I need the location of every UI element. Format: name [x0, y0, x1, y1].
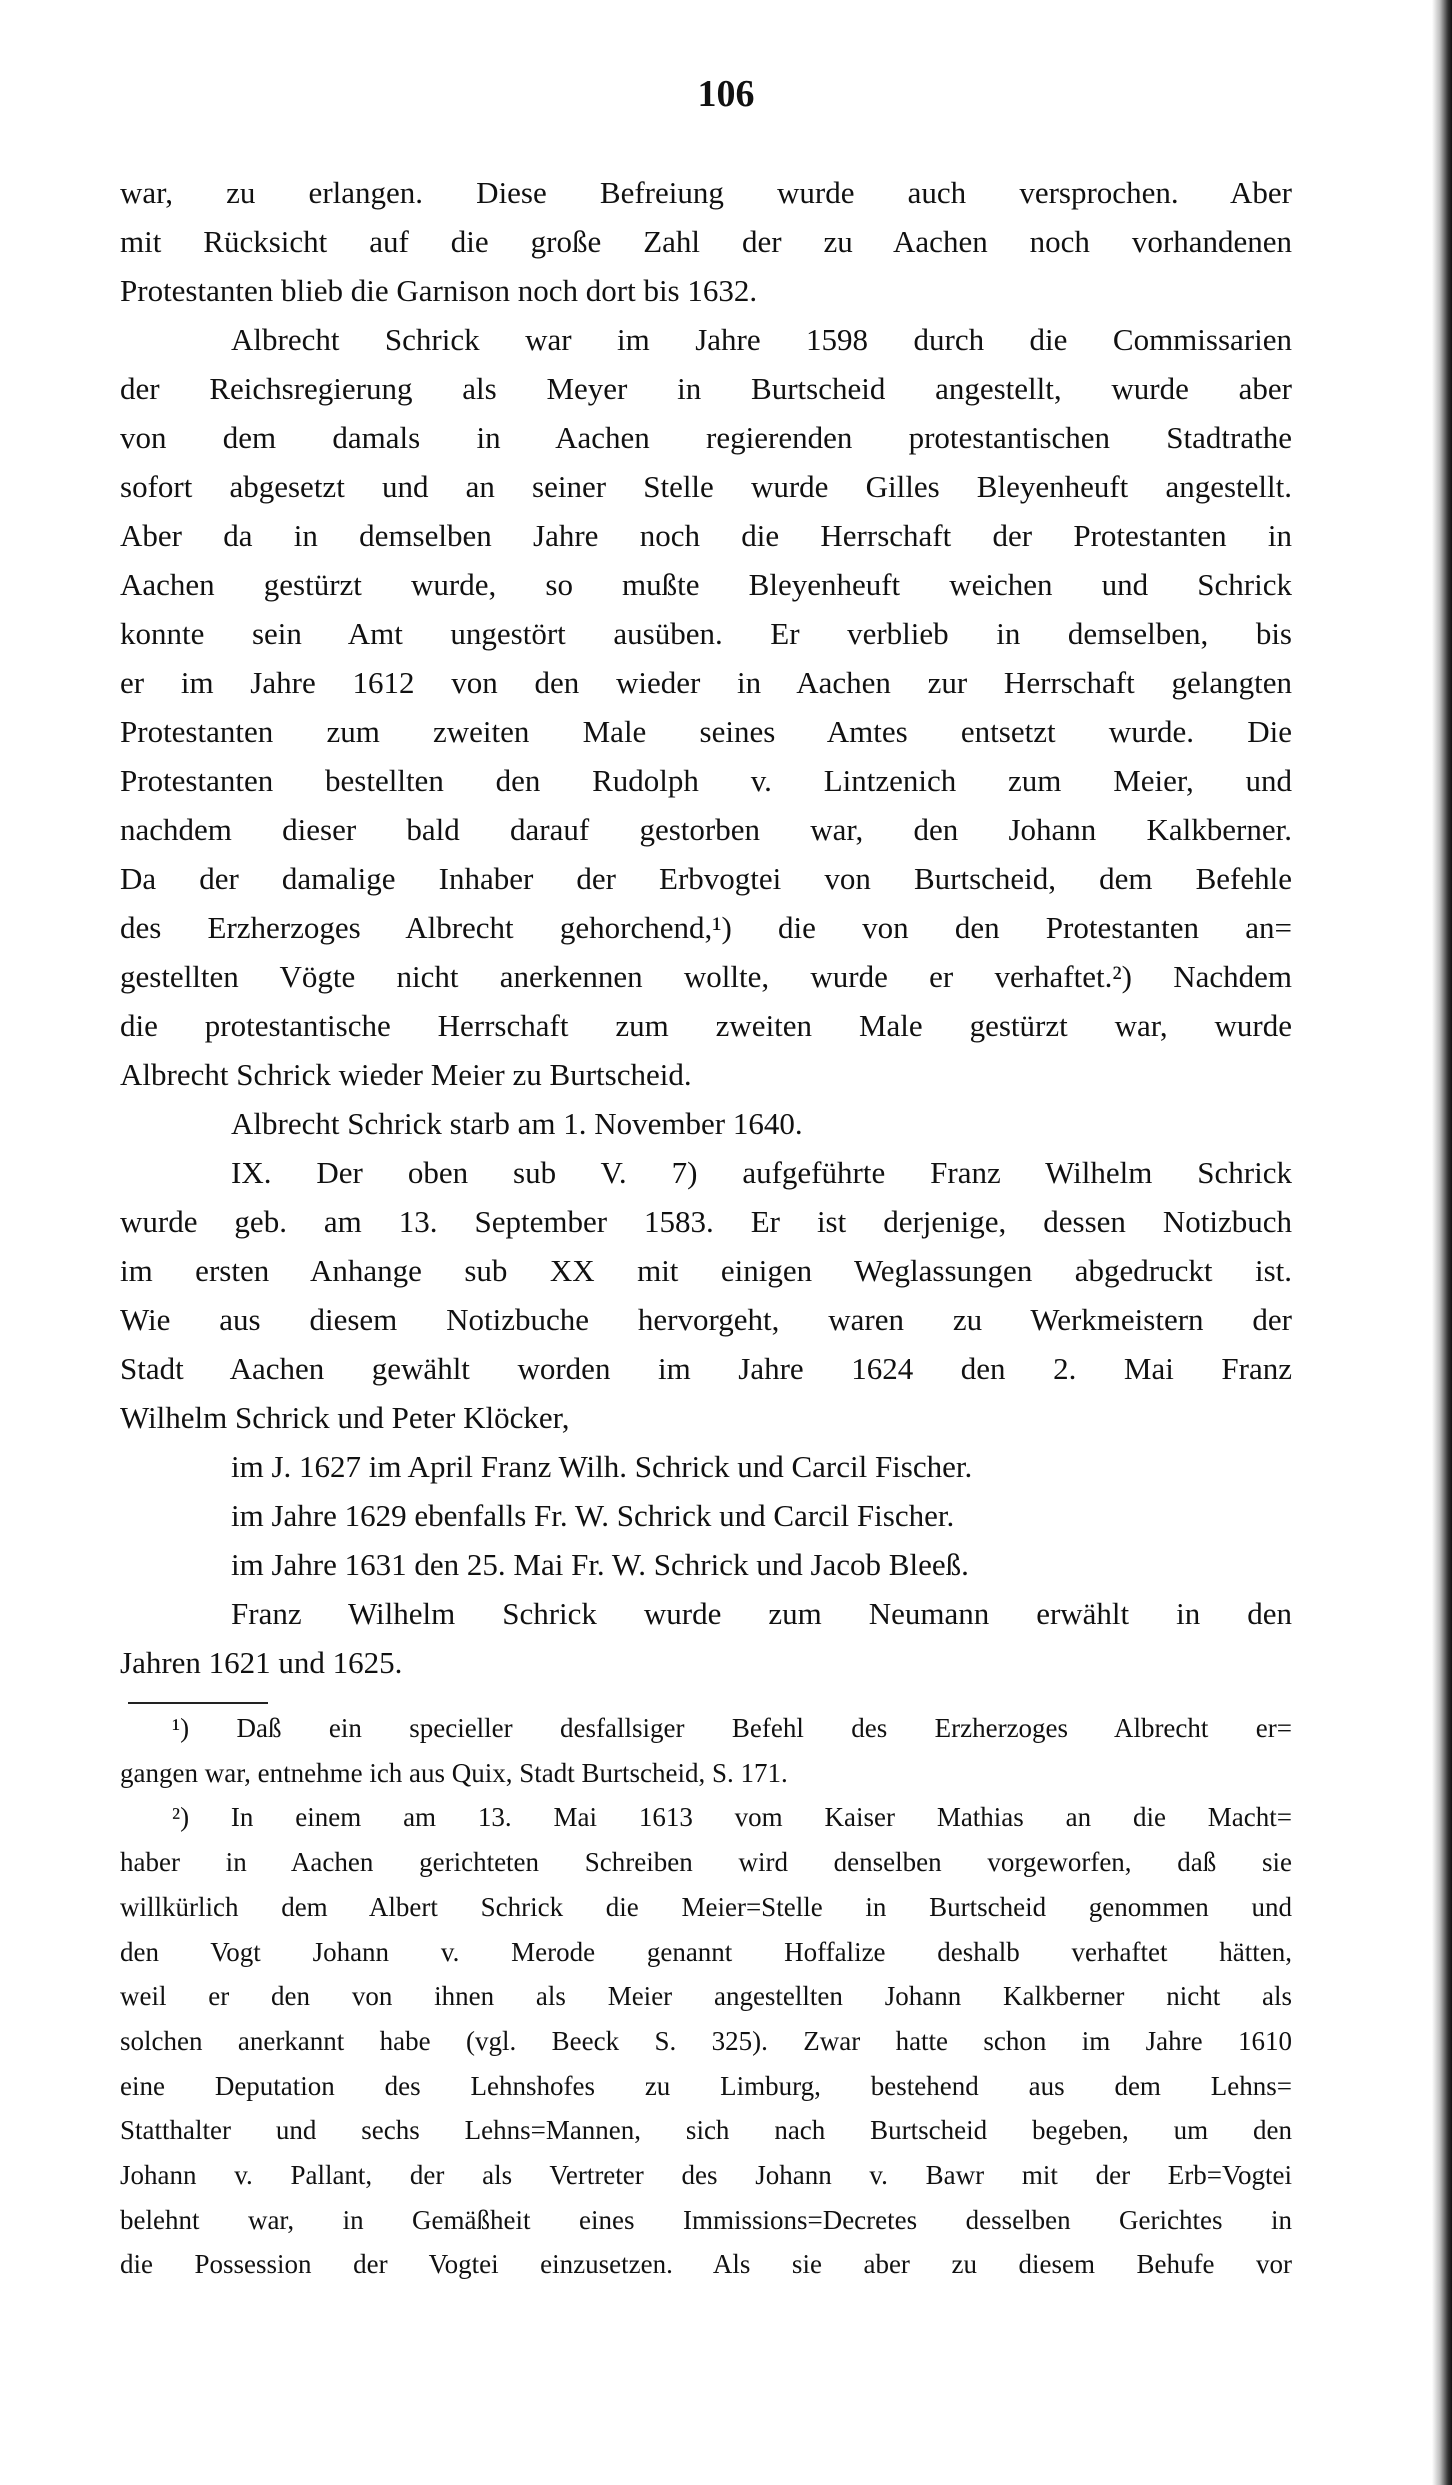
text-line: Wie aus diesem Notizbuche hervorgeht, waren zu Werkmeistern der [120, 1302, 1292, 1337]
text-line: der Reichsregierung als Meyer in Burtscheid angestellt, wurde aber [120, 371, 1292, 406]
paragraph [120, 315, 1292, 1099]
text-line: haber in Aachen gerichteten Schreiben wird denselben vorgeworfen, daß sie [120, 1847, 1292, 1878]
text-line: Aber da in demselben Jahre noch die Herrschaft der Protestanten in [120, 518, 1292, 553]
text-line: die protestantische Herrschaft zum zweiten Male gestürzt war, wurde [120, 1008, 1292, 1043]
scan-page-edge [1432, 0, 1452, 2485]
text-line: von dem damals in Aachen regierenden protestantischen Stadtrathe [120, 420, 1292, 455]
text-line: Stadt Aachen gewählt worden im Jahre 1624 den 2. Mai Franz [120, 1351, 1292, 1386]
text-line: im Jahre 1629 ebenfalls Fr. W. Schrick und Carcil Fischer. [231, 1498, 955, 1533]
text-line: nachdem dieser bald darauf gestorben war, den Johann Kalkberner. [120, 812, 1292, 847]
text-line: er im Jahre 1612 von den wieder in Aachen zur Herrschaft gelangten [120, 665, 1292, 700]
text-line: Protestanten zum zweiten Male seines Amtes entsetzt wurde. Die [120, 714, 1292, 749]
text-line: die Possession der Vogtei einzusetzen. Als sie aber zu diesem Behufe vor [120, 2249, 1292, 2280]
text-line: Da der damalige Inhaber der Erbvogtei von Burtscheid, dem Befehle [120, 861, 1292, 896]
text-line: gangen war, entnehme ich aus Quix, Stadt Burtscheid, S. 171. [120, 1757, 788, 1788]
text-line: gestellten Vögte nicht anerkennen wollte, wurde er verhaftet.²) Nachdem [120, 959, 1292, 994]
text-line: Franz Wilhelm Schrick wurde zum Neumann erwählt in den [231, 1596, 1292, 1631]
text-line: eine Deputation des Lehnshofes zu Limburg, bestehend aus dem Lehns= [120, 2070, 1292, 2101]
text-line: Statthalter und sechs Lehns=Mannen, sich nach Burtscheid begeben, um den [120, 2115, 1292, 2146]
footnotes [120, 1706, 1292, 2287]
text-line: war, zu erlangen. Diese Befreiung wurde auch versprochen. Aber [120, 175, 1292, 210]
paragraph [120, 1540, 1292, 1589]
text-line: Albrecht Schrick war im Jahre 1598 durch die Commissarien [231, 322, 1292, 357]
text-line: belehnt war, in Gemäßheit eines Immissions=Decretes desselben Gerichtes in [120, 2204, 1292, 2235]
text-line: Protestanten blieb die Garnison noch dort bis 1632. [120, 273, 758, 308]
text-line: Aachen gestürzt wurde, so mußte Bleyenheuft weichen und Schrick [120, 567, 1292, 602]
footnote [120, 1795, 1292, 2287]
text-line: im Jahre 1631 den 25. Mai Fr. W. Schrick und Jacob Bleeß. [231, 1547, 969, 1582]
text-line: den Vogt Johann v. Merode genannt Hoffalize deshalb verhaftet hätten, [120, 1936, 1292, 1967]
text-line: des Erzherzoges Albrecht gehorchend,¹) die von den Protestanten an= [120, 910, 1292, 945]
text-line: konnte sein Amt ungestört ausüben. Er verblieb in demselben, bis [120, 616, 1292, 651]
text-line: IX. Der oben sub V. 7) aufgeführte Franz Wilhelm Schrick [231, 1155, 1292, 1190]
paragraph [120, 168, 1292, 315]
paragraph [120, 1589, 1292, 1687]
footnote [120, 1706, 1292, 1795]
text-line: Albrecht Schrick starb am 1. November 1640. [231, 1106, 803, 1141]
text-line: Protestanten bestellten den Rudolph v. Lintzenich zum Meier, und [120, 763, 1292, 798]
body-text [120, 168, 1292, 1687]
text-line: sofort abgesetzt und an seiner Stelle wurde Gilles Bleyenheuft angestellt. [120, 469, 1292, 504]
text-line: Albrecht Schrick wieder Meier zu Burtscheid. [120, 1057, 692, 1092]
text-line: solchen anerkannt habe (vgl. Beeck S. 325). Zwar hatte schon im Jahre 1610 [120, 2025, 1292, 2056]
page-number: 106 [697, 73, 755, 115]
paragraph [120, 1148, 1292, 1442]
text-line: ¹) Daß ein specieller desfallsiger Befehl des Erzherzoges Albrecht er= [172, 1713, 1292, 1743]
paragraph [120, 1491, 1292, 1540]
text-line: Wilhelm Schrick und Peter Klöcker, [120, 1400, 570, 1435]
text-line: willkürlich dem Albert Schrick die Meier=Stelle in Burtscheid genommen und [120, 1891, 1292, 1922]
text-line: im J. 1627 im April Franz Wilh. Schrick und Carcil Fischer. [231, 1449, 973, 1484]
text-line: ²) In einem am 13. Mai 1613 vom Kaiser Mathias an die Macht= [172, 1802, 1292, 1833]
text-line: mit Rücksicht auf die große Zahl der zu Aachen noch vorhandenen [120, 224, 1292, 259]
text-line: im ersten Anhange sub XX mit einigen Weglassungen abgedruckt ist. [120, 1253, 1292, 1288]
paragraph [120, 1099, 1292, 1148]
text-line: weil er den von ihnen als Meier angestellten Johann Kalkberner nicht als [120, 1981, 1292, 2012]
text-line: wurde geb. am 13. September 1583. Er ist derjenige, dessen Notizbuch [120, 1204, 1292, 1239]
text-line: Johann v. Pallant, der als Vertreter des Johann v. Bawr mit der Erb=Vogtei [120, 2160, 1292, 2191]
footnote-divider [128, 1702, 268, 1704]
paragraph [120, 1442, 1292, 1491]
text-line: Jahren 1621 und 1625. [120, 1645, 403, 1680]
